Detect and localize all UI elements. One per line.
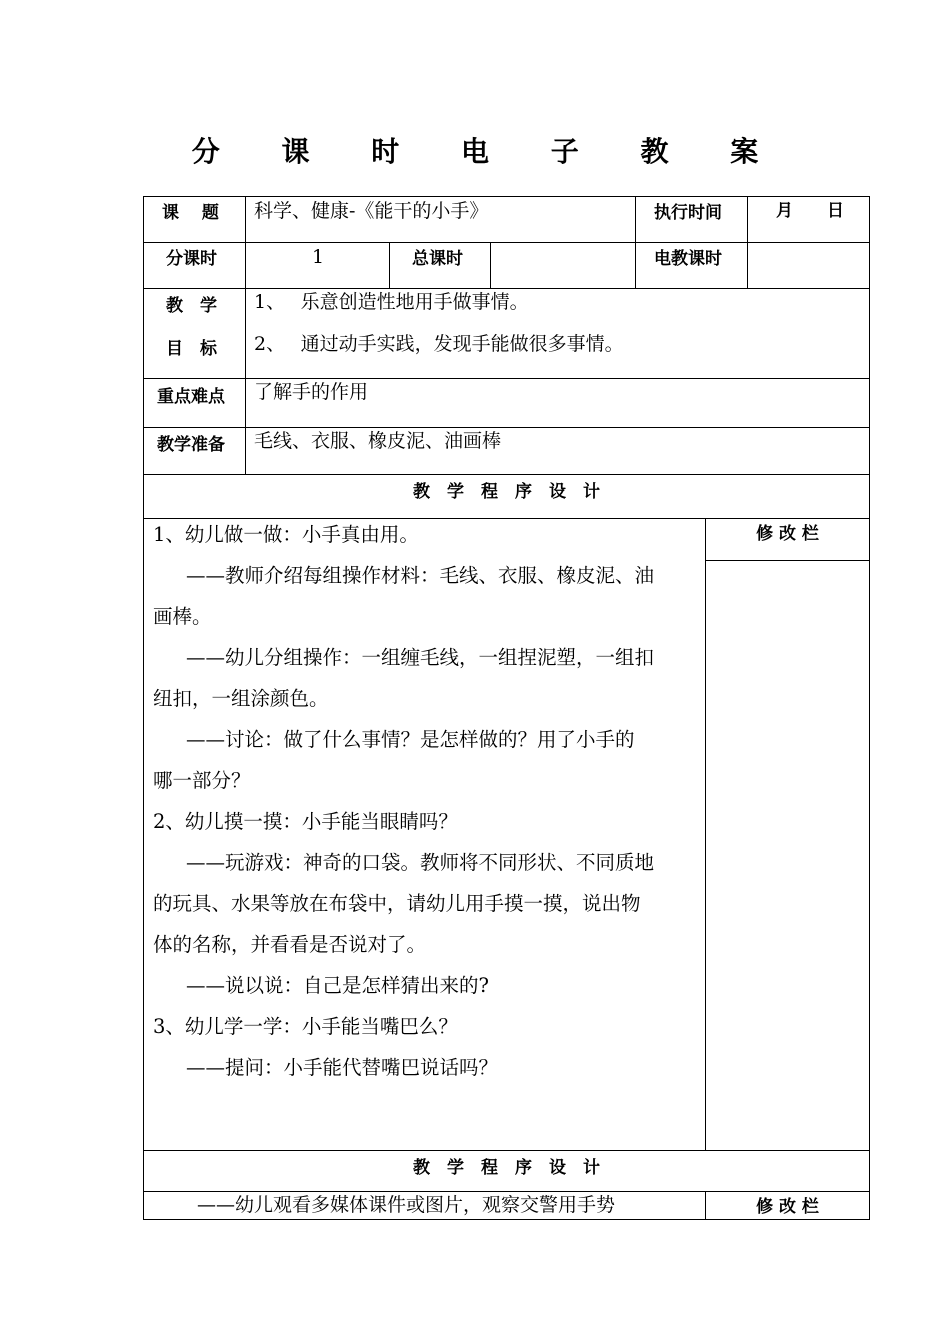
row-divider [143,427,870,428]
row-divider [143,378,870,379]
column-divider [635,196,636,288]
column-divider [389,242,390,288]
procedure-line: 哪一部分？ [153,769,251,792]
key-points-label: 重点难点 [157,387,225,407]
procedure-line: ——玩游戏：神奇的口袋。教师将不同形状、不同质地 [186,851,655,874]
procedure-line: ——教师介绍每组操作材料：毛线、衣服、橡皮泥、油 [186,564,655,587]
topic-value: 科学、健康-《能干的小手》 [254,200,489,222]
page-title: 分 课 时 电 子 教 案 [191,135,785,168]
exec-time-label: 执行时间 [654,203,722,223]
objectives-label-line2: 目 标 [166,339,217,359]
exec-time-value: 月 日 [776,201,844,221]
procedure-line: 画棒。 [153,605,212,628]
av-label: 电教课时 [654,249,722,269]
procedure-line: 纽扣，一组涂颜色。 [153,687,329,710]
period-label: 分课时 [166,249,217,269]
key-points-value: 了解手的作用 [254,381,369,403]
procedure-line: 2、幼儿摸一摸：小手能当眼睛吗？ [153,810,458,833]
revision-header: 修 改 栏 [756,524,819,544]
procedure-line: ——说以说：自己是怎样猜出来的? [186,974,489,997]
continued-line: ——幼儿观看多媒体课件或图片，观察交警用手势 [197,1194,616,1216]
column-divider [490,242,491,288]
preparation-value: 毛线、衣服、橡皮泥、油画棒 [254,430,502,452]
procedure-line: ——讨论：做了什么事情？是怎样做的？用了小手的 [186,728,635,751]
procedure-line: 3、幼儿学一学：小手能当嘴巴么？ [153,1015,458,1038]
objective-item: 1、 乐意创造性地用手做事情。 [254,291,529,313]
revision-header-2: 修 改 栏 [756,1197,819,1217]
row-divider [143,1191,870,1192]
design-header-2: 教 学 程 序 设 计 [413,1158,600,1178]
procedure-line: 1、幼儿做一做：小手真由用。 [153,523,419,546]
procedure-line: 体的名称，并看看是否说对了。 [153,933,427,956]
column-divider [747,196,748,288]
period-value: 1 [312,246,325,268]
column-divider [245,196,246,474]
row-divider [143,242,870,243]
row-divider [143,474,870,475]
row-divider [705,560,870,561]
procedure-text [153,514,701,1088]
topic-label: 课 题 [162,203,219,223]
preparation-label: 教学准备 [157,435,225,455]
total-label: 总课时 [412,249,463,269]
procedure-line: ——提问：小手能代替嘴巴说话吗？ [186,1056,499,1079]
procedure-line: ——幼儿分组操作：一组缠毛线，一组捏泥塑，一组扣 [186,646,655,669]
design-header: 教 学 程 序 设 计 [413,482,600,502]
objective-item: 2、 通过动手实践，发现手能做很多事情。 [254,333,624,355]
row-divider [143,1150,870,1151]
column-divider [705,518,706,1150]
objectives-label-line1: 教 学 [166,296,217,316]
procedure-line: 的玩具、水果等放在布袋中，请幼儿用手摸一摸，说出物 [153,892,641,915]
row-divider [143,288,870,289]
